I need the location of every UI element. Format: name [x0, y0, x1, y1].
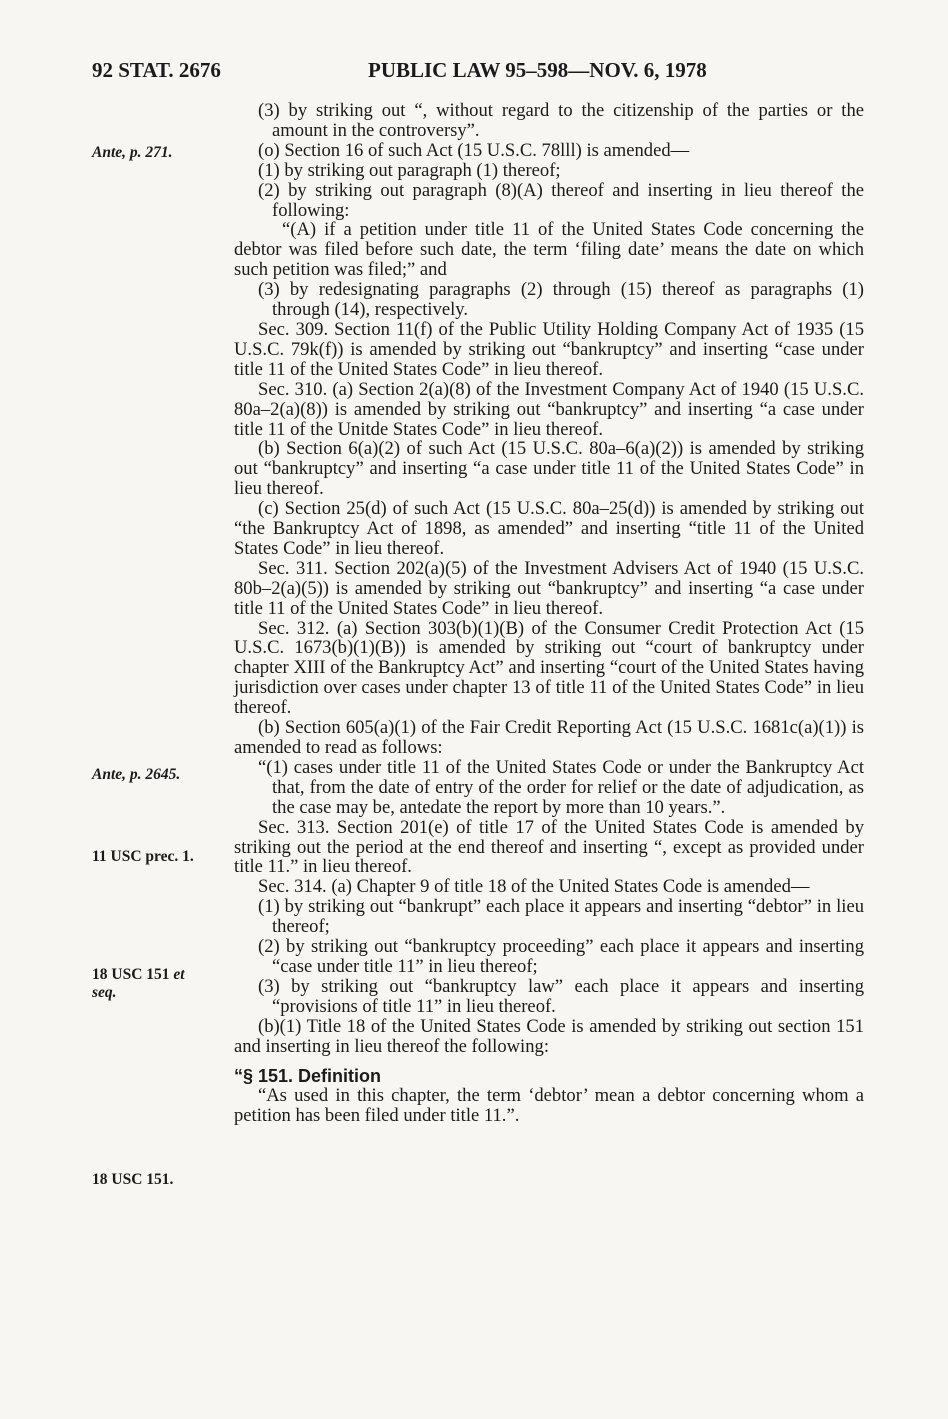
quoted-paragraph: “As used in this chapter, the term ‘debtor’ mean a debtor concerning whom a petition has been filed under title 11.”. — [234, 1085, 864, 1127]
paragraph: (2) by striking out paragraph (8)(A) thereof and inserting in lieu thereof the following: — [258, 179, 864, 221]
margin-note — [92, 144, 222, 162]
public-law-title: PUBLIC LAW 95–598—NOV. 6, 1978 — [368, 58, 707, 82]
margin-note-label: et — [173, 966, 185, 983]
paragraph: (c) Section 25(d) of such Act (15 U.S.C. 80a–25(d)) is amended by striking out “the Bankruptcy Act of 1898, as amended” and inserting “title 11 of the United States Code” in lieu thereof. — [234, 498, 864, 559]
margin-note — [92, 848, 222, 866]
page-header — [0, 58, 948, 90]
section-heading: “§ 151. Definition — [234, 1065, 382, 1086]
margin-note-label: Ante, p. 271. — [92, 144, 173, 161]
paragraph: (o) Section 16 of such Act (15 U.S.C. 78lll) is amended— — [258, 139, 690, 161]
paragraph: (b) Section 605(a)(1) of the Fair Credit Reporting Act (15 U.S.C. 1681c(a)(1)) is amended to read as follows: — [234, 717, 864, 758]
document-body — [234, 101, 864, 1126]
quoted-paragraph: “(1) cases under title 11 of the United States Code or under the Bankruptcy Act that, from the date of entry of the order for relief or the date of adjudication, as the case may be, antedate the report by more than 10 years.”. — [258, 756, 864, 818]
margin-note-label: Ante, p. 2645. — [92, 766, 181, 783]
paragraph: (3) by striking out “bankruptcy law” each place it appears and inserting “provisions of title 11” in lieu thereof. — [258, 975, 864, 1017]
margin-note-label: 11 USC prec. 1. — [92, 848, 194, 865]
paragraph: (b) Section 6(a)(2) of such Act (15 U.S.C. 80a–6(a)(2)) is amended by striking out “bankruptcy” and inserting “a case under title 11 of the United States Code” in lieu thereof. — [234, 438, 864, 500]
paragraph: (3) by striking out “, without regard to the citizenship of the parties or the amount in the controversy”. — [258, 100, 864, 141]
margin-note — [92, 1171, 222, 1189]
paragraph: (1) by striking out “bankrupt” each place it appears and inserting “debtor” in lieu thereof; — [258, 896, 864, 938]
margin-note — [92, 766, 222, 784]
margin-note-label: 18 USC 151. — [92, 1171, 174, 1188]
margin-note-label: 18 USC 151 — [92, 966, 170, 983]
section-paragraph: Sec. 312. (a) Section 303(b)(1)(B) of the Consumer Credit Protection Act (15 U.S.C. 1673(b)(1)(B)) is amended by striking out “court of bankruptcy under chapter XIII of the Bankruptcy Act” and inserting “court of the United States having jurisdiction over cases under chapter 13 of title 11 of the United States Code” in lieu thereof. — [234, 617, 864, 719]
stat-page-number: 92 STAT. 2676 — [92, 58, 221, 82]
margin-note-label: seq. — [92, 984, 117, 1001]
paragraph: (2) by striking out “bankruptcy proceeding” each place it appears and inserting “case under title 11” in lieu thereof; — [258, 936, 864, 977]
paragraph: (1) by striking out paragraph (1) thereof; — [258, 159, 561, 181]
section-paragraph: Sec. 310. (a) Section 2(a)(8) of the Investment Company Act of 1940 (15 U.S.C. 80a–2(a)(8)) is amended by striking out “bankruptcy” and inserting “a case under title 11 of the Unitde States Code” in lieu thereof. — [234, 378, 864, 440]
paragraph: (3) by redesignating paragraphs (2) through (15) thereof as paragraphs (1) through (14), respectively. — [258, 279, 864, 321]
paragraph: (b)(1) Title 18 of the United States Code is amended by striking out section 151 and inserting in lieu thereof the following: — [234, 1015, 864, 1057]
section-paragraph: Sec. 313. Section 201(e) of title 17 of the United States Code is amended by striking out the period at the end thereof and inserting “, except as provided under title 11.” in lieu thereof. — [234, 816, 864, 878]
section-paragraph: Sec. 309. Section 11(f) of the Public Utility Holding Company Act of 1935 (15 U.S.C. 79k(f)) is amended by striking out “bankruptcy” and inserting “case under title 11 of the United States Code” in lieu thereof. — [234, 318, 864, 380]
section-paragraph: Sec. 314. (a) Chapter 9 of title 18 of the United States Code is amended— — [258, 876, 810, 898]
quoted-paragraph: “(A) if a petition under title 11 of the United States Code concerning the debtor was filed before such date, the term ‘filing date’ means the date on which such petition was filed;” and — [234, 219, 864, 281]
section-paragraph: Sec. 311. Section 202(a)(5) of the Investment Advisers Act of 1940 (15 U.S.C. 80b–2(a)(5)) is amended by striking out “bankruptcy” and inserting “a case under title 11 of the United States Code” in lieu thereof. — [234, 557, 864, 619]
margin-note — [92, 966, 222, 1002]
